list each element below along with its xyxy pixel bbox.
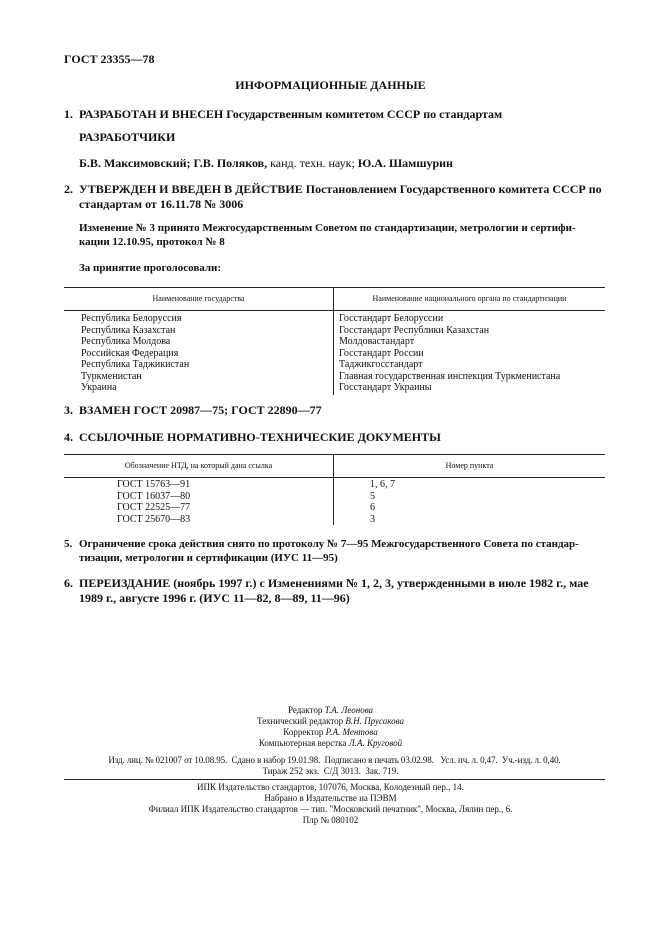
state-column [81,313,189,394]
section-6-line1: ПЕРЕИЗДАНИЕ (ноябрь 1997 г.) с Изменениями № 1, 2, 3, утвержденными в июле 1982 г., мае [79,576,589,590]
table-cell: ГОСТ 15763—91 [117,479,191,490]
table-cell: Госстандарт Белоруссии [339,313,444,324]
section-2-line2: стандартам от 16.11.78 № 3006 [79,197,244,211]
publisher-line4: Плр № 080102 [302,815,359,825]
body-column [339,313,560,394]
section-3-number: 3. [64,403,73,417]
table-header-state: Наименование государства [152,294,245,303]
developer-name-last: Ю.А. Шамшурин [357,156,453,170]
table-column-divider [333,287,334,395]
table-cell: Госстандарт Республики Казахстан [339,324,490,336]
table-cell: Таджикгосстандарт [339,359,423,370]
publisher-line1: ИПК Издательство стандартов, 107076, Москва, Колодезный пер., 14. [197,782,464,792]
table-cell: Республика Казахстан [81,324,176,336]
table-cell: Республика Таджикистан [81,359,190,370]
publisher-line3: Филиал ИПК Издательство стандартов — тип. "Московский печатник", Москва, Лялин пер., 6. [148,804,513,814]
table-cell: Республика Белоруссия [81,313,182,324]
developers-list [79,156,453,171]
amendment-line1: Изменение № 3 принято Межгосударственным Советом по стандартизации, метрологии и сертифи- [79,222,576,234]
table-cell: 5 [370,490,375,502]
credit-layout [0,738,661,748]
developer-degree: канд. техн. наук; [270,156,355,170]
table-cell: ГОСТ 25670—83 [117,513,191,525]
table-rule-header [64,310,605,311]
ref-item-column [370,479,395,525]
section-3-text: ВЗАМЕН ГОСТ 20987—75; ГОСТ 22890—77 [79,403,322,417]
section-2-number: 2. [64,182,73,196]
section-1-number: 1. [64,107,73,121]
table-cell: Главная государственная инспекция Туркменистана [339,370,561,382]
print-details-line2: Тираж 252 экз. С/Д 3013. Зак. 719. [262,766,399,776]
table-cell: Госстандарт Украины [339,382,432,393]
credit-layout-name: Л.А. Круговой [348,738,403,748]
amendment-line2: кации 12.10.95, протокол № 8 [79,236,225,248]
section-4-number: 4. [64,430,73,444]
table-header-body: Наименование национального органа по стандартизации [372,294,567,303]
credit-editor-name: Т.А. Леонова [324,705,374,715]
table-cell: 3 [370,513,375,525]
table-cell: Молдовастандарт [339,336,415,347]
voted-heading: За принятие проголосовали: [79,262,222,274]
ref-doc-column [117,479,190,525]
imprint-rule [64,779,605,780]
table-cell: Республика Молдова [81,336,171,347]
table-cell: 1, 6, 7 [370,479,395,490]
table-cell: Туркменистан [81,370,142,382]
developers-heading: РАЗРАБОТЧИКИ [79,130,176,144]
table-cell: ГОСТ 16037—80 [117,490,191,502]
credit-tech-label: Технический редактор [256,716,344,726]
ref-table-rule-top [64,454,605,455]
table-cell: 6 [370,502,375,513]
developer-names: Б.В. Максимовский; Г.В. Поляков, [79,156,268,170]
credit-tech-name: В.Н. Прусакова [345,716,405,726]
ref-header-item: Номер пункта [445,461,494,470]
ref-header-doc: Обозначение НТД, на который дана ссылка [124,461,273,470]
ref-table-rule-header [64,477,605,478]
section-1-text: РАЗРАБОТАН И ВНЕСЕН Государственным комитетом СССР по стандартам [79,107,503,121]
table-cell: Госстандарт России [339,347,424,359]
doc-code: ГОСТ 23355—78 [64,52,155,66]
section-6-number: 6. [64,576,73,590]
credit-corrector [0,727,661,737]
table-cell: Украина [81,382,117,393]
section-5-number: 5. [64,538,73,550]
credit-layout-label: Компьютерная верстка [258,738,347,748]
section-6-line2: 1989 г., августе 1996 г. (ИУС 11—82, 8—89, 11—96) [79,591,350,605]
table-rule-top [64,287,605,288]
print-details-line1: Изд. лиц. № 021007 от 10.08.95. Сдано в набор 19.01.98. Подписано в печать 03.02.98. Усл. пч. л. 0,47. Уч.-изд. л. 0,40. [108,755,561,765]
section-5-line2: тизации, метрологии и сертификации (ИУС 11—95) [79,552,338,564]
credit-tech-editor [0,716,661,726]
page-title: ИНФОРМАЦИОННЫЕ ДАННЫЕ [235,78,426,92]
section-4-text: ССЫЛОЧНЫЕ НОРМАТИВНО-ТЕХНИЧЕСКИЕ ДОКУМЕНТЫ [79,430,441,444]
section-2-line1: УТВЕРЖДЕН И ВВЕДЕН В ДЕЙСТВИЕ Постановлением Государственного комитета СССР по [79,182,602,196]
table-cell: ГОСТ 22525—77 [117,502,191,513]
credit-corrector-label: Корректор [283,727,324,737]
credit-editor-label: Редактор [287,705,323,715]
credit-editor [0,705,661,715]
section-5-line1: Ограничение срока действия снято по протоколу № 7—95 Межгосударственного Совета по стандар- [79,538,579,550]
table-cell: Российская Федерация [81,347,179,359]
credit-corrector-name: Р.А. Ментова [325,727,378,737]
publisher-line2: Набрано в Издательстве на ПЭВМ [264,793,397,803]
